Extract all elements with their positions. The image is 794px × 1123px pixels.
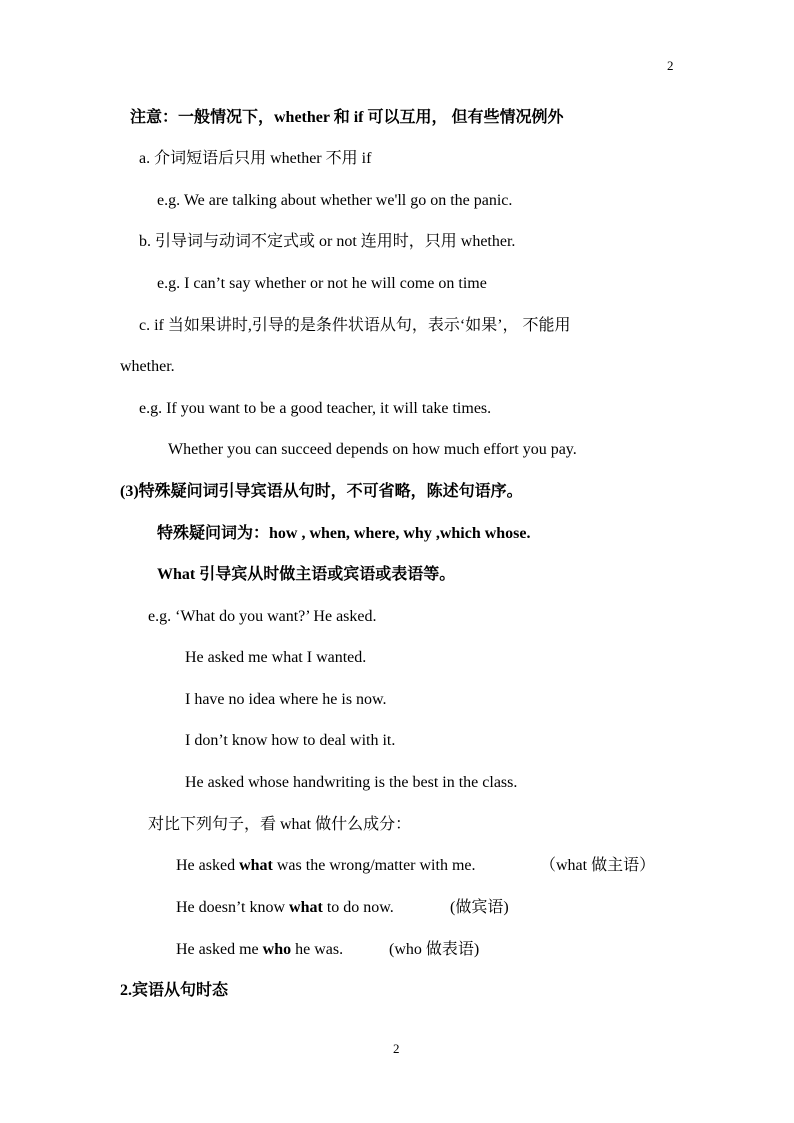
compare-intro: 对比下列句子，看 what 做什么成分： <box>148 816 412 833</box>
rule-a: a. 介词短语后只用 whether 不用 if <box>139 150 372 167</box>
example-line: e.g. ‘What do you want?’ He asked. <box>148 608 377 625</box>
rule-c: c. if 当如果讲时,引导的是条件状语从句，表示‘如果’， 不能用 <box>139 317 571 334</box>
section-3-heading: (3)特殊疑问词引导宾语从句时，不可省略，陈述句语序。 <box>120 483 523 500</box>
compare-note-1: （what 做主语） <box>540 857 656 874</box>
section-2-heading: 2.宾语从句时态 <box>120 982 229 999</box>
example-line: He asked whose handwriting is the best in the class. <box>185 774 518 791</box>
keyword-who: who <box>262 941 292 958</box>
note-line: 注意：一般情况下，whether 和 if 可以互用， 但有些情况例外 <box>130 109 564 126</box>
what-usage-line: What 引导宾从时做主语或宾语或表语等。 <box>157 566 456 583</box>
rule-c-example-2: Whether you can succeed depends on how much effort you pay. <box>168 441 577 458</box>
sentence-text: he was. <box>291 941 344 958</box>
question-words-line: 特殊疑问词为：how , when, where, why ,which whose. <box>157 525 531 542</box>
sentence-text: to do now. <box>322 899 394 916</box>
page-number-bottom: 2 <box>393 1041 400 1056</box>
example-line: I don’t know how to deal with it. <box>185 732 396 749</box>
rule-a-example: e.g. We are talking about whether we'll go on the panic. <box>157 192 513 209</box>
rule-b-example: e.g. I can’t say whether or not he will come on time <box>157 275 487 292</box>
compare-sentence-2 <box>176 898 394 918</box>
rule-b: b. 引导词与动词不定式或 or not 连用时，只用 whether. <box>139 233 516 250</box>
rule-c-continued: whether. <box>120 358 175 375</box>
compare-note-3: (who 做表语) <box>389 941 480 958</box>
sentence-text: He doesn’t know <box>176 899 290 916</box>
compare-note-2: (做宾语) <box>450 899 509 916</box>
keyword-what: what <box>239 857 273 874</box>
sentence-text: He asked me <box>176 941 263 958</box>
sentence-text: was the wrong/matter with me. <box>272 857 476 874</box>
example-line: I have no idea where he is now. <box>185 691 387 708</box>
example-line: He asked me what I wanted. <box>185 649 367 666</box>
rule-c-example-1: e.g. If you want to be a good teacher, it will take times. <box>139 400 492 417</box>
compare-sentence-1 <box>176 856 476 876</box>
page-number-top: 2 <box>667 58 674 73</box>
keyword-what: what <box>289 899 323 916</box>
sentence-text: He asked <box>176 857 240 874</box>
compare-sentence-3 <box>176 940 343 960</box>
